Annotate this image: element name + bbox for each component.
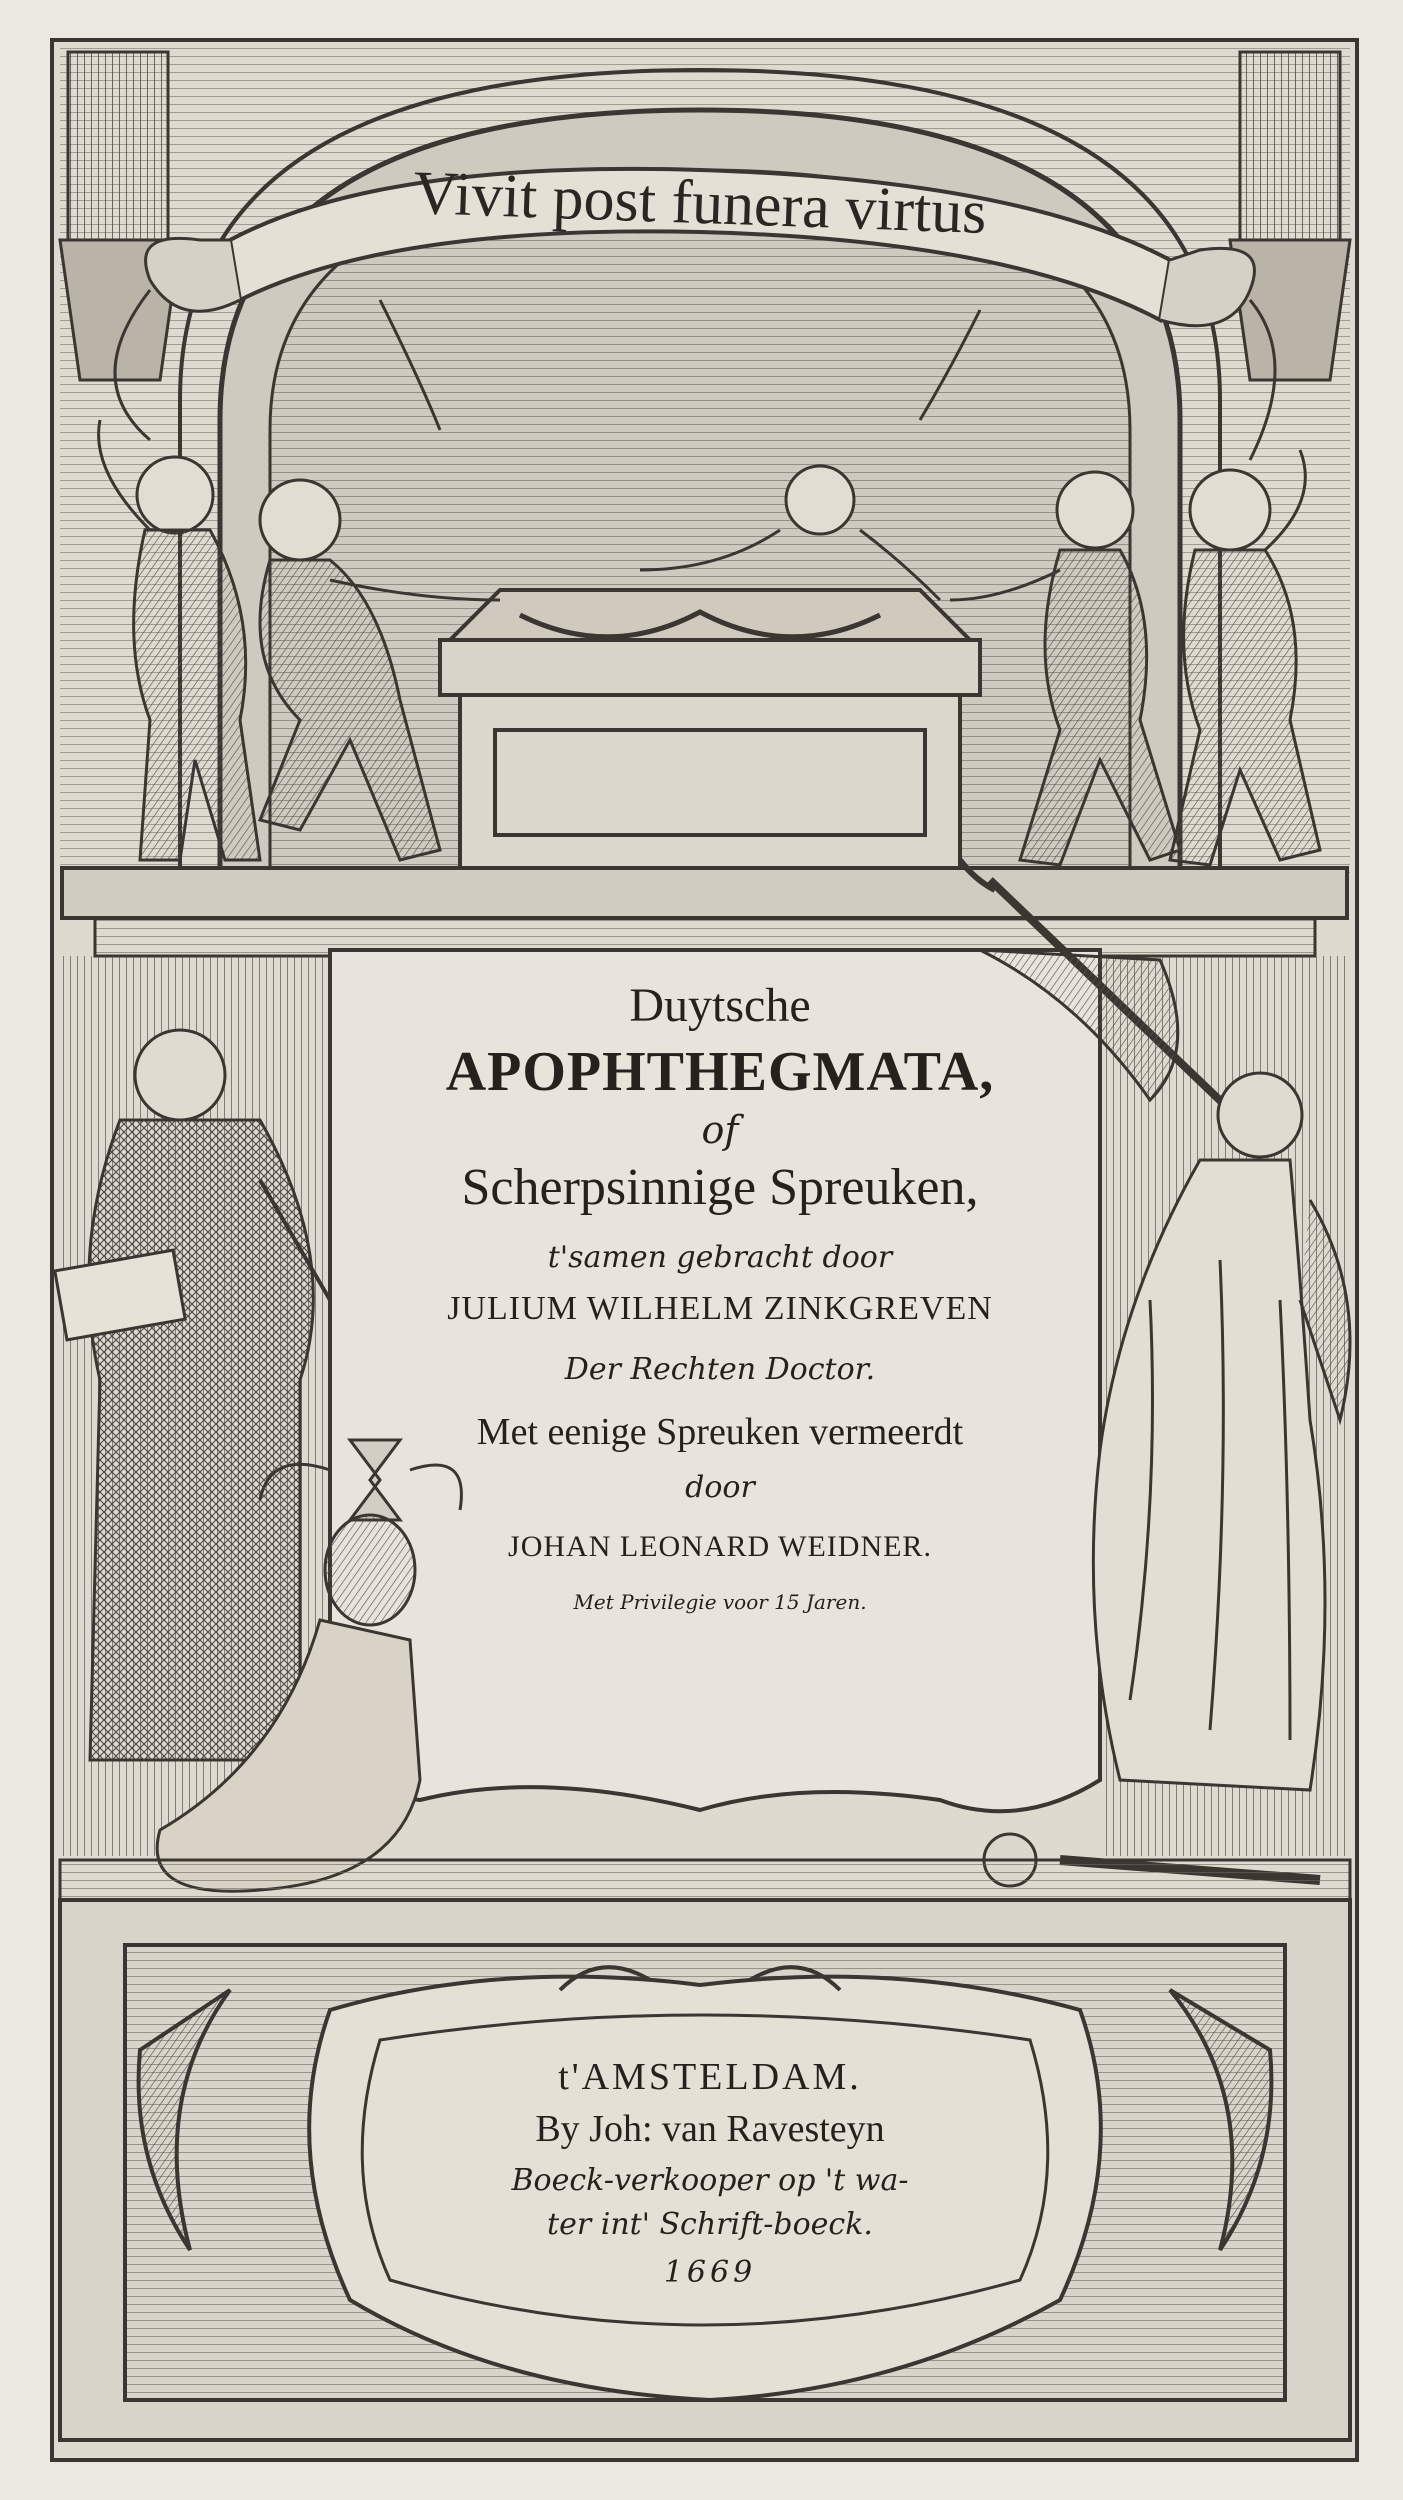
title-line-duytsche: Duytsche (629, 979, 811, 1032)
imprint-line-3: Boeck-verkooper op 't wa- (511, 2163, 909, 2198)
title-subtitle: Scherpsinnige Spreuken, (461, 1159, 979, 1216)
title-main: APOPHTHEGMATA, (445, 1041, 995, 1103)
imprint-year: 1669 (663, 2255, 757, 2290)
author-degree: Der Rechten Doctor. (564, 1352, 876, 1387)
addition-by: door (685, 1470, 755, 1505)
imprint-block (400, 2055, 1020, 2385)
title-of: of (701, 1108, 739, 1152)
editor-name: JOHAN LEONARD WEIDNER. (508, 1530, 932, 1563)
imprint-line-4: ter int' Schrift-boeck. (547, 2207, 873, 2242)
title-block (330, 940, 1110, 1820)
author-name: JULIUM WILHELM ZINKGREVEN (447, 1290, 993, 1327)
motto-text: Vivit post funera virtus (412, 159, 988, 247)
title-brought-by: t'samen gebracht door (547, 1240, 893, 1275)
imprint-publisher: By Joh: van Ravesteyn (535, 2108, 885, 2150)
privilege-note: Met Privilegie voor 15 Jaren. (573, 1590, 867, 1614)
imprint-city: t'AMSTELDAM. (558, 2056, 862, 2098)
addition-line: Met eenige Spreuken vermeerdt (476, 1411, 964, 1453)
sarcophagus (440, 590, 980, 870)
